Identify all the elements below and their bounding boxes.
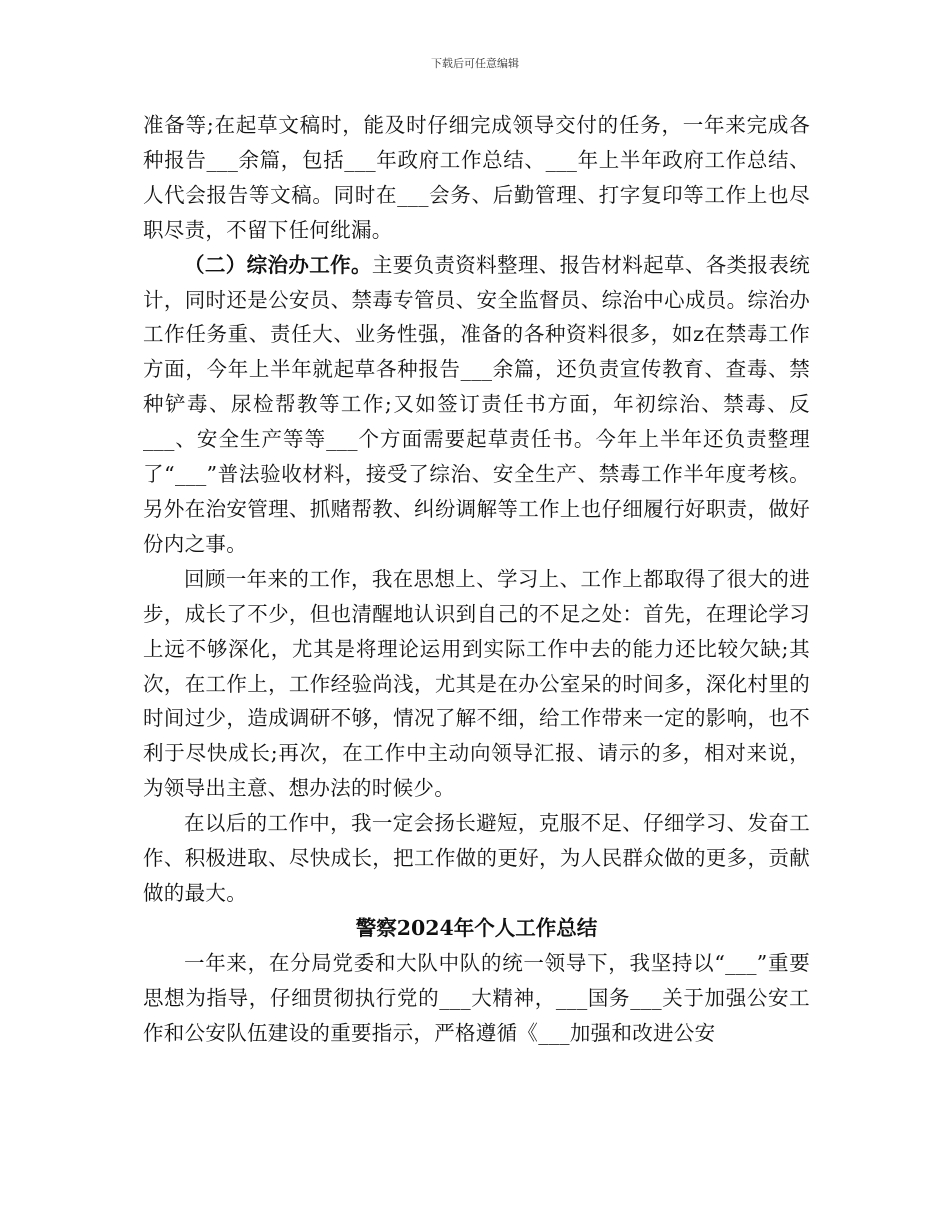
page-header: 下载后可任意编辑 [431, 57, 519, 70]
paragraph-3: 回顾一年来的工作，我在思想上、学习上、工作上都取得了很大的进步，成长了不少，但也清醒地认识到自己的不足之处：首先，在理论学习上远不够深化，尤其是将理论运用到实际工作中去的能力还比较欠缺;其次，在工作上，工作经验尚浅，尤其是在办公室呆的时间多，深化村里的时间过少，造成调研不够，情况了解不细，给工作带来一定的影响，也不利于尽快成长;再次，在工作中主动向领导汇报、请示的多，相对来说，为领导出主意、想办法的时候少。 [143, 566, 810, 801]
paragraph-4: 在以后的工作中，我一定会扬长避短，克服不足、仔细学习、发奋工作、积极进取、尽快成长，把工作做的更好，为人民群众做的更多，贡献做的最大。 [143, 811, 810, 905]
paragraph-1: 准备等;在起草文稿时，能及时仔细完成领导交付的任务，一年来完成各种报告___余篇，包括___年政府工作总结、___年上半年政府工作总结、人代会报告等文稿。同时在___会务、后勤管理、打字复印等工作上也尽职尽责，不留下任何纰漏。 [143, 113, 810, 242]
paragraph-2 [143, 248, 810, 562]
document-title: 警察2024年个人工作总结 [355, 915, 598, 940]
paragraph-5: 一年来，在分局党委和大队中队的统一领导下，我坚持以“___”重要思想为指导，仔细贯彻执行党的___大精神，___国务___关于加强公安工作和公安队伍建设的重要指示，严格遵循《___加强和改进公安 [143, 950, 810, 1045]
section-heading: （二）综治办工作。 [184, 252, 372, 277]
paragraph-2-text: 主要负责资料整理、报告材料起草、各类报表统计，同时还是公安员、禁毒专管员、安全监督员、综治中心成员。综治办工作任务重、责任大、业务性强，准备的各种资料很多，如z在禁毒工作方面，今年上半年就起草各种报告___余篇，还负责宣传教育、查毒、禁种铲毒、尿检帮教等工作;又如签订责任书方面，年初综治、禁毒、反___、安全生产等等___个方面需要起草责任书。今年上半年还负责整理了“___”普法验收材料，接受了综治、安全生产、禁毒工作半年度考核。另外在治安管理、抓赌帮教、纠纷调解等工作上也仔细履行好职责，做好份内之事。 [143, 252, 810, 556]
document-body [143, 108, 810, 1050]
